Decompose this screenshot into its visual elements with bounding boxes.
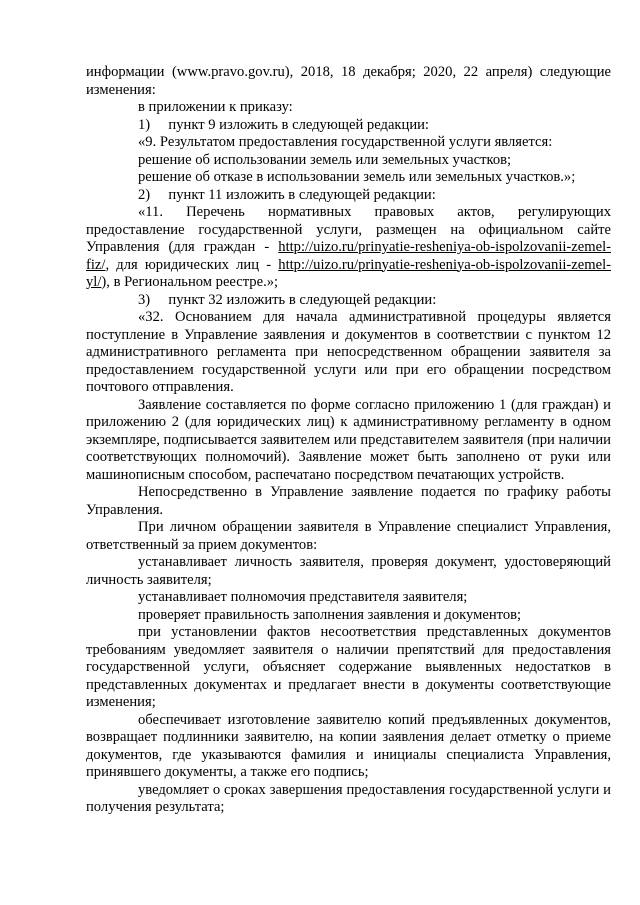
point-11-text-before: «11. Перечень нормативных правовых актов, регулирующих предоставление государственной услуги, размещен на официальном сайте Управления (для граждан -: [86, 204, 611, 255]
paragraph-item-1: 1) пункт 9 изложить в следующей редакции:: [138, 116, 429, 133]
paragraph-item-3: 3) пункт 32 изложить в следующей редакции:: [138, 291, 437, 308]
paragraph-personal-visit: При личном обращении заявителя в Управление специалист Управления, ответственный за прием документов:: [86, 519, 611, 553]
paragraph-item-2: 2) пункт 11 изложить в следующей редакции:: [138, 186, 436, 203]
paragraph-point-32: «32. Основанием для начала административной процедуры является поступление в Управление заявления и документов в соответствии с пунктом 12 административного регламента при непосредственном обращении заявителя за предоставлением государственной услуги или при его обращении посредством почтового отправления.: [86, 309, 611, 395]
link-citizens[interactable]: http://uizo.ru/prinyatie-resheniya-ob-ispolzovanii-zemel-fiz/: [86, 239, 611, 273]
paragraph-point-11: [86, 204, 611, 292]
paragraph-decision-refusal: решение об отказе в использовании земель или земельных участков.»;: [138, 169, 576, 185]
paragraph-deadlines: уведомляет о сроках завершения предоставления государственной услуги и получения результата;: [86, 781, 611, 815]
paragraph-copies: обеспечивает изготовление заявителю копий предъявленных документов, возвращает подлинники заявителю, на копии заявления делает отметку о приеме документов, где указываются фамилия и инициалы специалиста Управления, принявшего документы, а также его подпись;: [86, 711, 611, 780]
point-11-text-after: ), в Региональном реестре.»;: [101, 274, 279, 290]
paragraph-application-form: Заявление составляется по форме согласно приложению 1 (для граждан) и приложению 2 (для юридических лиц) к административному регламенту в одном экземпляре, подписывается заявителем или представителем заявителя (при наличии соответствующих полномочий). Заявление может быть заполнено от руки или машинописным способом, распечатано посредством печатающих устройств.: [86, 396, 611, 483]
point-11-text-middle: , для юридических лиц -: [105, 256, 279, 273]
paragraph-point-9: «9. Результатом предоставления государственной услуги является:: [138, 134, 553, 150]
paragraph-authority: устанавливает полномочия представителя заявителя;: [138, 589, 468, 605]
paragraph-check: проверяет правильность заполнения заявления и документов;: [138, 606, 522, 623]
paragraph-annex: в приложении к приказу:: [138, 99, 293, 115]
paragraph-intro: информации (www.pravo.gov.ru), 2018, 18 декабря; 2020, 22 апреля) следующие изменения:: [86, 64, 611, 98]
paragraph-identity: устанавливает личность заявителя, проверяя документ, удостоверяющий личность заявителя;: [86, 554, 611, 588]
link-legal-entities[interactable]: http://uizo.ru/prinyatie-resheniya-ob-ispolzovanii-zemel-yl/: [86, 256, 611, 290]
paragraph-nonconformity: при установлении фактов несоответствия представленных документов требованиям уведомляет заявителя о наличии препятствий для предоставления государственной услуги, объясняет содержание выявленных недостатков в представленных документах и предлагает внести в документы соответствующие изменения;: [86, 624, 611, 710]
paragraph-schedule: Непосредственно в Управление заявление подается по графику работы Управления.: [86, 484, 611, 518]
paragraph-decision-use: решение об использовании земель или земельных участков;: [138, 151, 512, 168]
